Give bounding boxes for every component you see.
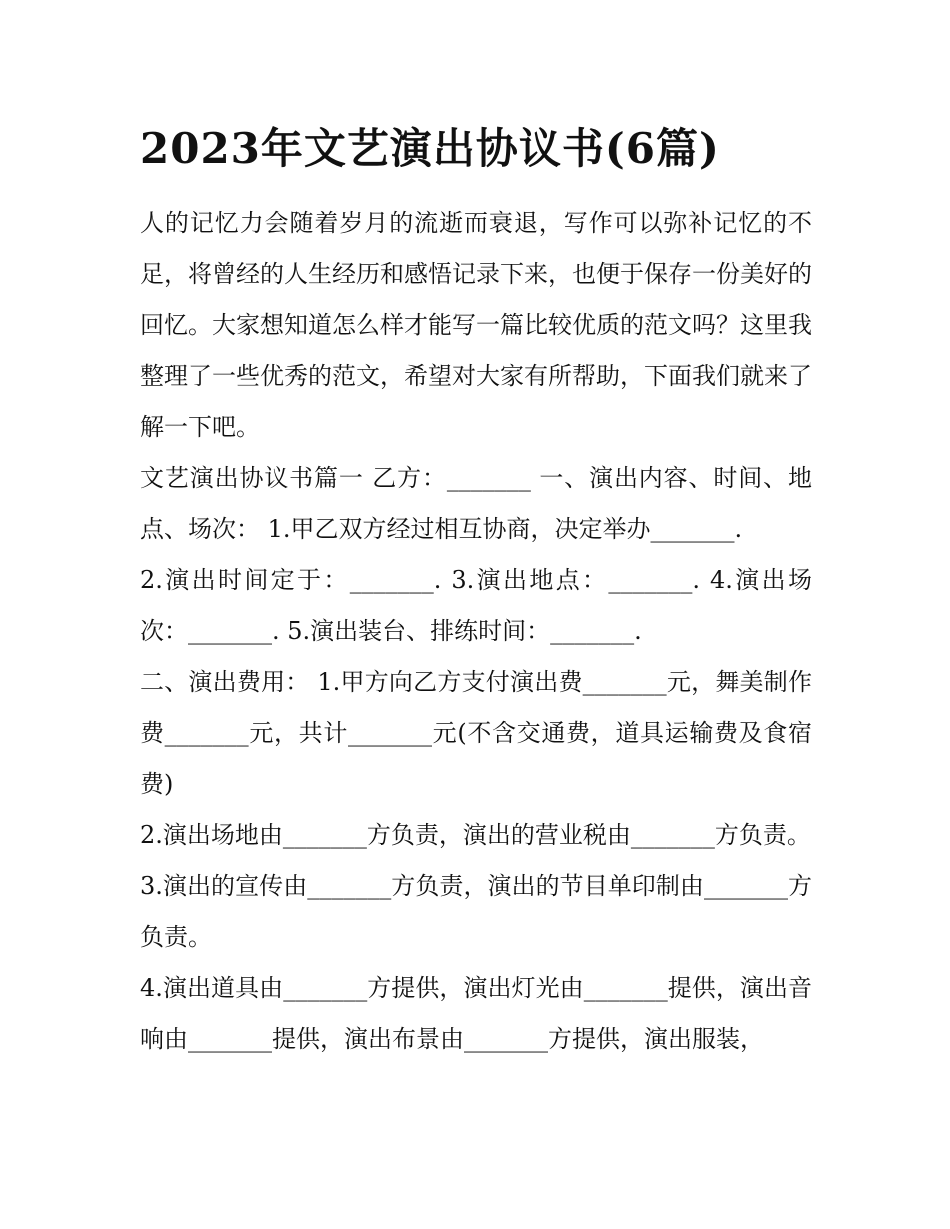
equipment-paragraph: 4.演出道具由_______方提供，演出灯光由_______提供，演出音响由_______提供，演出布景由_______方提供，演出服装， <box>140 974 812 1053</box>
intro-paragraph: 人的记忆力会随着岁月的流逝而衰退，写作可以弥补记忆的不足，将曾经的人生经历和感悟记录下来，也便于保存一份美好的回忆。大家想知道怎么样才能写一篇比较优质的范文吗？这里我整理了一些优秀的范文，希望对大家有所帮助，下面我们就来了解一下吧。 <box>140 209 812 441</box>
agreement-section-1-paragraph: 文艺演出协议书篇一 乙方：_______ 一、演出内容、时间、地点、场次： 1.甲乙双方经过相互协商，决定举办_______. <box>140 464 812 543</box>
document-title: 2023年文艺演出协议书(6篇) <box>140 124 720 173</box>
fees-paragraph: 二、演出费用： 1.甲方向乙方支付演出费_______元，舞美制作费_______元，共计_______元(不含交通费，道具运输费及食宿费) <box>140 668 812 798</box>
performance-details-paragraph: 2.演出时间定于：_______. 3.演出地点：_______. 4.演出场次：_______. 5.演出装台、排练时间：_______. <box>140 566 812 645</box>
promotion-paragraph: 3.演出的宣传由_______方负责，演出的节目单印制由_______方负责。 <box>140 872 812 951</box>
venue-tax-paragraph: 2.演出场地由_______方负责，演出的营业税由_______方负责。 <box>140 821 811 849</box>
document-page <box>140 118 812 1065</box>
